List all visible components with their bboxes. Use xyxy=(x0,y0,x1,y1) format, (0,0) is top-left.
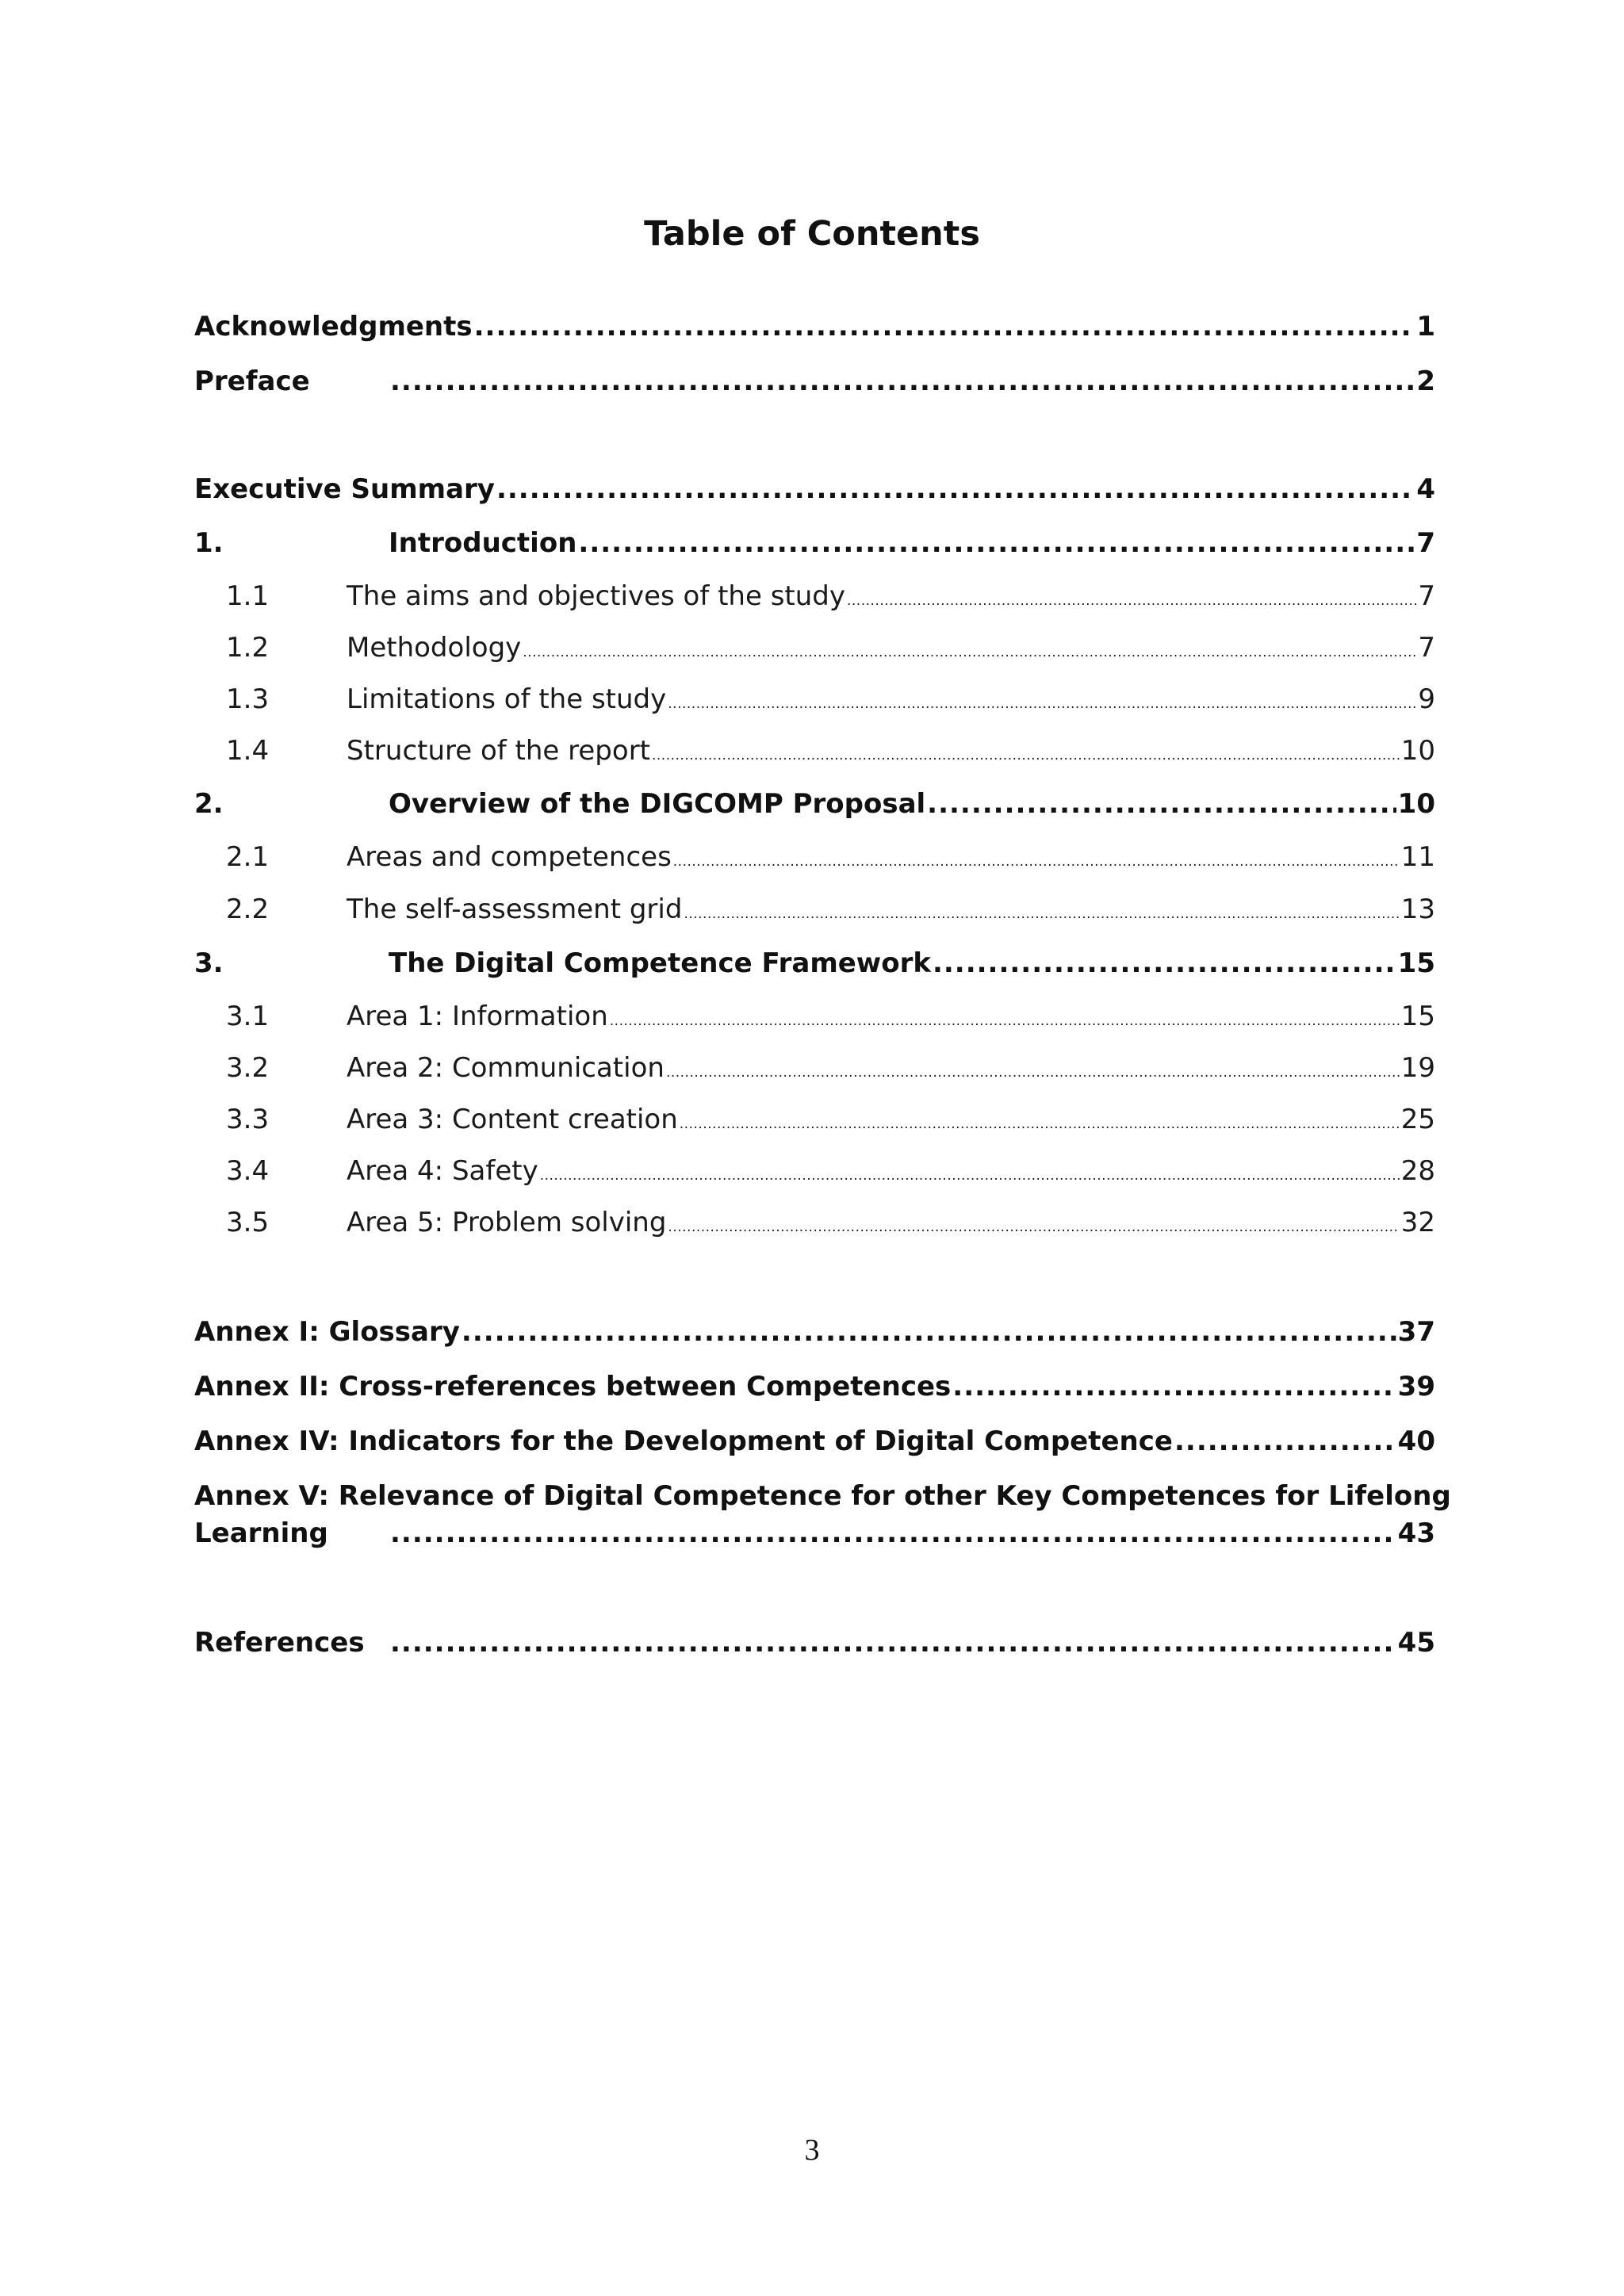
toc-entry-label: Annex II: Cross-references between Competences xyxy=(194,1371,952,1402)
toc-entry-page: 19 xyxy=(1400,1052,1435,1084)
toc-entry-page: 7 xyxy=(1418,632,1435,664)
toc-entry-page: 45 xyxy=(1397,1627,1435,1659)
toc-entry-annex-2[interactable] xyxy=(194,1371,1435,1402)
toc-entry-section-2-2[interactable] xyxy=(194,894,1435,925)
toc-entry-number: 3.2 xyxy=(226,1052,270,1084)
dot-leader xyxy=(610,1013,1400,1029)
toc-entry-label: References xyxy=(194,1627,365,1659)
dot-leader xyxy=(652,748,1400,763)
toc-entry-number: 3.4 xyxy=(226,1155,270,1187)
toc-entry-number: 2.2 xyxy=(226,894,270,925)
toc-entry-page: 40 xyxy=(1397,1425,1435,1457)
dot-leader xyxy=(390,365,1415,397)
dot-leader xyxy=(684,906,1399,922)
toc-entry-number: 1.3 xyxy=(226,683,270,715)
toc-entry-label: Area 5: Problem solving xyxy=(347,1207,667,1238)
toc-entry-section-2[interactable] xyxy=(194,788,1435,820)
dot-leader xyxy=(952,1371,1396,1402)
toc-entry-annex-5-line1[interactable]: Annex V: Relevance of Digital Competence for other Key Competences for Lifelong xyxy=(194,1480,1451,1512)
toc-entry-page: 43 xyxy=(1397,1517,1435,1549)
toc-entry-annex-4[interactable] xyxy=(194,1425,1435,1457)
toc-entry-label: The self-assessment grid xyxy=(347,894,683,925)
toc-entry-annex-1[interactable] xyxy=(194,1316,1435,1348)
dot-leader xyxy=(668,1219,1399,1235)
dot-leader xyxy=(680,1116,1400,1132)
toc-entry-page: 1 xyxy=(1416,311,1435,342)
toc-entry-preface[interactable] xyxy=(194,365,1435,397)
toc-entry-label: Annex IV: Indicators for the Development of Digital Competence xyxy=(194,1425,1173,1457)
toc-entry-page: 15 xyxy=(1400,1001,1435,1032)
toc-entry-label: Structure of the report xyxy=(347,735,650,767)
toc-entry-page: 10 xyxy=(1400,735,1435,767)
page-title: Table of Contents xyxy=(644,214,980,254)
toc-entry-label: Methodology xyxy=(347,632,522,664)
toc-entry-label: Acknowledgments xyxy=(194,311,473,342)
toc-entry-number: 3.1 xyxy=(226,1001,270,1032)
toc-entry-label: The aims and objectives of the study xyxy=(347,580,845,612)
toc-entry-section-3-3[interactable] xyxy=(194,1104,1435,1135)
toc-entry-section-1-4[interactable] xyxy=(194,735,1435,767)
toc-entry-section-2-1[interactable] xyxy=(194,841,1435,873)
toc-entry-section-3-5[interactable] xyxy=(194,1207,1435,1238)
dot-leader xyxy=(390,1627,1396,1659)
toc-entry-section-3-1[interactable] xyxy=(194,1001,1435,1032)
toc-entry-label: Areas and competences xyxy=(347,841,672,873)
toc-entry-section-1[interactable] xyxy=(194,527,1435,559)
toc-entry-label: Overview of the DIGCOMP Proposal xyxy=(389,788,926,820)
toc-entry-number: 3.3 xyxy=(226,1104,270,1135)
dot-leader xyxy=(523,645,1416,660)
dot-leader xyxy=(668,696,1416,712)
toc-entry-page: 10 xyxy=(1397,788,1435,820)
toc-entry-label: Annex I: Glossary xyxy=(194,1316,460,1348)
dot-leader xyxy=(673,854,1400,870)
toc-entry-number: 1.4 xyxy=(226,735,270,767)
toc-entry-label: Preface xyxy=(194,365,310,397)
toc-entry-page: 39 xyxy=(1397,1371,1435,1402)
toc-entry-label: Learning xyxy=(194,1517,328,1549)
toc-entry-label: Introduction xyxy=(389,527,577,559)
toc-entry-page: 15 xyxy=(1397,947,1435,979)
toc-entry-page: 25 xyxy=(1400,1104,1435,1135)
toc-entry-page: 13 xyxy=(1400,894,1435,925)
toc-entry-section-3-2[interactable] xyxy=(194,1052,1435,1084)
toc-entry-number: 3.5 xyxy=(226,1207,270,1238)
page-number: 3 xyxy=(804,2133,820,2167)
toc-entry-number: 2. xyxy=(194,788,224,820)
toc-entry-acknowledgments[interactable] xyxy=(194,311,1435,342)
dot-leader xyxy=(666,1065,1400,1081)
toc-entry-label: Area 3: Content creation xyxy=(347,1104,678,1135)
dot-leader xyxy=(496,473,1415,505)
dot-leader xyxy=(390,1517,1396,1549)
toc-entry-page: 11 xyxy=(1400,841,1435,873)
toc-entry-number: 3. xyxy=(194,947,224,979)
toc-entry-section-1-1[interactable] xyxy=(194,580,1435,612)
toc-entry-label: Area 2: Communication xyxy=(347,1052,665,1084)
toc-entry-label: Area 4: Safety xyxy=(347,1155,538,1187)
toc-entry-number: 1.2 xyxy=(226,632,270,664)
dot-leader xyxy=(578,527,1415,559)
dot-leader xyxy=(540,1168,1400,1184)
toc-entry-page: 32 xyxy=(1400,1207,1435,1238)
dot-leader xyxy=(462,1316,1396,1348)
toc-entry-page: 9 xyxy=(1418,683,1435,715)
toc-entry-executive-summary[interactable] xyxy=(194,473,1435,505)
toc-entry-label: Executive Summary xyxy=(194,473,495,505)
dot-leader xyxy=(474,311,1415,342)
toc-entry-section-1-2[interactable] xyxy=(194,632,1435,664)
dot-leader xyxy=(927,788,1396,820)
toc-entry-page: 7 xyxy=(1416,527,1435,559)
toc-entry-label: Area 1: Information xyxy=(347,1001,608,1032)
toc-entry-number: 2.1 xyxy=(226,841,270,873)
toc-entry-number: 1.1 xyxy=(226,580,270,612)
toc-entry-number: 1. xyxy=(194,527,224,559)
dot-leader xyxy=(1174,1425,1396,1457)
dot-leader xyxy=(933,947,1396,979)
toc-entry-page: 37 xyxy=(1397,1316,1435,1348)
toc-entry-section-3-4[interactable] xyxy=(194,1155,1435,1187)
toc-entry-references[interactable] xyxy=(194,1627,1435,1659)
dot-leader xyxy=(847,593,1416,609)
toc-entry-label: The Digital Competence Framework xyxy=(389,947,931,979)
toc-entry-page: 28 xyxy=(1400,1155,1435,1187)
toc-entry-annex-5[interactable] xyxy=(194,1517,1435,1549)
toc-entry-section-3[interactable] xyxy=(194,947,1435,979)
toc-entry-section-1-3[interactable] xyxy=(194,683,1435,715)
toc-entry-label: Limitations of the study xyxy=(347,683,667,715)
toc-entry-page: 7 xyxy=(1418,580,1435,612)
toc-entry-page: 4 xyxy=(1416,473,1435,505)
toc-entry-page: 2 xyxy=(1416,365,1435,397)
